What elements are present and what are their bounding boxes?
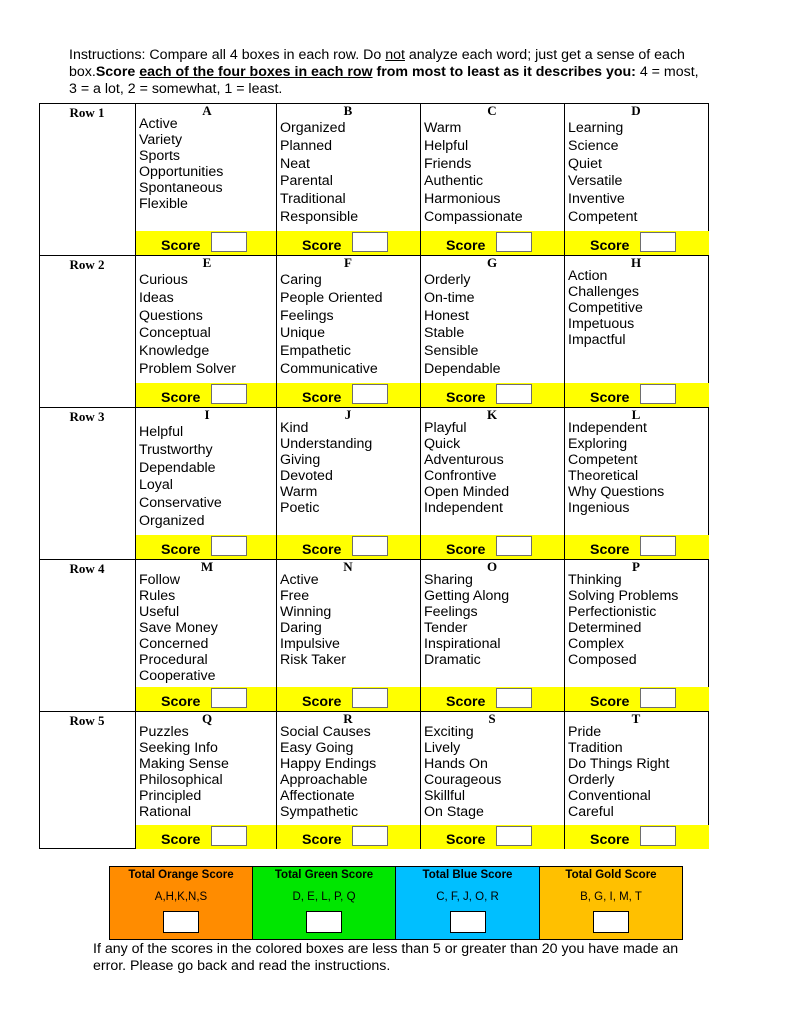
box-letter: O <box>486 559 498 574</box>
box-letter: H <box>630 255 642 270</box>
word: Impetuous <box>568 316 635 332</box>
word: Exploring <box>568 436 628 452</box>
box-letter: C <box>487 103 497 118</box>
word-list <box>568 120 637 227</box>
word: On Stage <box>424 804 484 820</box>
word: Follow <box>139 572 180 588</box>
word: Learning <box>568 120 624 136</box>
word: Conservative <box>139 495 222 512</box>
word: Helpful <box>424 137 469 154</box>
score-bar-s <box>421 825 564 849</box>
box-letter: L <box>631 407 641 422</box>
score-label: Score <box>302 390 342 406</box>
word: Competent <box>568 208 638 225</box>
word: Competent <box>568 452 638 468</box>
word: Why Questions <box>568 484 665 500</box>
score-bar-l <box>565 535 709 559</box>
score-input-a[interactable] <box>211 232 247 252</box>
word: Organized <box>280 120 346 136</box>
grid-vline <box>39 103 40 849</box>
word: Inspirational <box>424 636 501 652</box>
total-input[interactable] <box>593 911 629 933</box>
score-label: Score <box>446 832 486 848</box>
word: Happy Endings <box>280 756 377 772</box>
word: Orderly <box>568 772 615 788</box>
score-input-r[interactable] <box>352 826 388 846</box>
total-input[interactable] <box>450 911 486 933</box>
score-bar-d <box>565 231 709 255</box>
box-letter: D <box>631 103 641 118</box>
word-list <box>424 420 509 516</box>
word: Authentic <box>424 173 484 190</box>
word-list <box>568 268 643 348</box>
word: Careful <box>568 804 614 820</box>
box-letter: R <box>343 711 353 726</box>
score-bar-g <box>421 383 564 407</box>
total-title: Total Orange Score <box>128 869 234 881</box>
word: Philosophical <box>139 772 223 788</box>
score-input-b[interactable] <box>352 232 388 252</box>
word: Questions <box>139 307 203 324</box>
row-label: Row 5 <box>69 713 105 728</box>
word: Principled <box>139 788 202 804</box>
word: Hands On <box>424 756 488 772</box>
word: Adventurous <box>424 452 504 468</box>
total-cell <box>110 867 253 939</box>
word: People Oriented <box>280 289 383 306</box>
word: Complex <box>568 636 624 652</box>
word: Opportunities <box>139 164 224 180</box>
score-input-g[interactable] <box>496 384 532 404</box>
totals-table <box>109 866 683 940</box>
instructions-text-3: 4 = most, 3 = a lot, 2 = somewhat, 1 = least. <box>69 64 699 97</box>
score-label: Score <box>302 694 342 710</box>
word: Understanding <box>280 436 373 452</box>
score-label: Score <box>590 694 630 710</box>
total-letters: B, G, I, M, T <box>580 891 642 903</box>
word: Risk Taker <box>280 652 346 668</box>
word: Impulsive <box>280 636 340 652</box>
score-bar-f <box>277 383 420 407</box>
score-bar-r <box>277 825 420 849</box>
score-bar-h <box>565 383 709 407</box>
word: Planned <box>280 137 333 154</box>
word: Poetic <box>280 500 320 516</box>
box-letter: G <box>486 255 498 270</box>
word: Easy Going <box>280 740 354 756</box>
word-list <box>280 724 376 820</box>
instructions-not: not <box>385 47 405 63</box>
word: Sharing <box>424 572 473 588</box>
word: Compassionate <box>424 208 523 225</box>
score-label: Score <box>302 832 342 848</box>
word: Affectionate <box>280 788 355 804</box>
score-label: Score <box>590 238 630 254</box>
word: Dramatic <box>424 652 481 668</box>
total-title: Total Gold Score <box>565 869 657 881</box>
score-bar-j <box>277 535 420 559</box>
score-bar-b <box>277 231 420 255</box>
word: Seeking Info <box>139 740 218 756</box>
box-letter: J <box>344 407 352 422</box>
box-letter: B <box>343 103 353 118</box>
score-bar-p <box>565 687 709 711</box>
word: Solving Problems <box>568 588 679 604</box>
word: Competitive <box>568 300 643 316</box>
word-list <box>280 572 346 668</box>
word: Making Sense <box>139 756 229 772</box>
word: Harmonious <box>424 191 501 208</box>
word: Cooperative <box>139 668 216 684</box>
row-label: Row 3 <box>69 409 105 424</box>
word: Empathetic <box>280 343 351 360</box>
total-cell <box>253 867 396 939</box>
word-list <box>568 420 664 516</box>
word: Problem Solver <box>139 360 236 377</box>
word: Quiet <box>568 155 602 172</box>
word: Courageous <box>424 772 502 788</box>
word: Loyal <box>139 477 173 494</box>
word: Useful <box>139 604 180 620</box>
box-letter: A <box>202 103 212 118</box>
word: Concerned <box>139 636 209 652</box>
word-list <box>280 272 383 379</box>
total-letters: D, E, L, P, Q <box>292 891 356 903</box>
word-list <box>139 572 218 684</box>
word: Friends <box>424 155 472 172</box>
score-bar-a <box>136 231 276 255</box>
word: Playful <box>424 420 467 436</box>
box-letter: F <box>344 255 352 270</box>
word: Science <box>568 137 619 154</box>
word: Variety <box>139 132 183 148</box>
word: Conceptual <box>139 325 211 342</box>
word: Trustworthy <box>139 441 213 458</box>
total-cell <box>396 867 540 939</box>
score-bar-n <box>277 687 420 711</box>
word: Procedural <box>139 652 208 668</box>
word: Caring <box>280 272 322 288</box>
score-input-s[interactable] <box>496 826 532 846</box>
score-label: Score <box>302 238 342 254</box>
box-letter: P <box>632 559 640 574</box>
score-label: Score <box>161 832 201 848</box>
word-list <box>424 572 509 668</box>
word: Independent <box>424 500 503 516</box>
score-input-l[interactable] <box>640 536 676 556</box>
box-letter: M <box>200 559 214 574</box>
word: Dependable <box>139 459 216 476</box>
score-bar-o <box>421 687 564 711</box>
scoring-grid <box>39 103 709 849</box>
score-input-t[interactable] <box>640 826 676 846</box>
word-list <box>139 424 222 531</box>
word: Ingenious <box>568 500 630 516</box>
word: Sensible <box>424 343 479 360</box>
word: Versatile <box>568 173 623 190</box>
word-list <box>280 420 372 516</box>
total-title: Total Green Score <box>274 869 374 881</box>
word-list <box>280 120 358 227</box>
word: Action <box>568 268 608 284</box>
word: Kind <box>280 420 309 436</box>
word: Composed <box>568 652 637 668</box>
score-input-q[interactable] <box>211 826 247 846</box>
total-letters: A,H,K,N,S <box>154 891 208 903</box>
row-label: Row 1 <box>69 105 105 120</box>
word: Determined <box>568 620 642 636</box>
word: Thinking <box>568 572 622 588</box>
score-label: Score <box>161 694 201 710</box>
instructions-text-1: Instructions: Compare all 4 boxes in each row. Do <box>69 47 386 63</box>
score-bar-i <box>136 535 276 559</box>
score-label: Score <box>161 542 201 558</box>
word: Approachable <box>280 772 368 788</box>
score-bar-c <box>421 231 564 255</box>
score-input-c[interactable] <box>496 232 532 252</box>
box-letter: E <box>202 255 212 270</box>
score-label: Score <box>446 694 486 710</box>
word: Puzzles <box>139 724 189 740</box>
score-input-n[interactable] <box>352 688 388 708</box>
row-label: Row 4 <box>69 561 105 576</box>
word: Do Things Right <box>568 756 670 772</box>
instructions-text-2: analyze each word; just get a sense of each box. <box>69 47 685 80</box>
total-letters: C, F, J, O, R <box>436 891 499 903</box>
word-list <box>139 724 229 820</box>
score-label: Score <box>161 390 201 406</box>
score-input-m[interactable] <box>211 688 247 708</box>
word: Unique <box>280 325 325 342</box>
word: Parental <box>280 173 333 190</box>
instructions-bold-underline: each of the four boxes in each row <box>139 64 373 80</box>
word: Spontaneous <box>139 180 223 196</box>
word: Devoted <box>280 468 333 484</box>
score-label: Score <box>590 390 630 406</box>
word: Neat <box>280 155 310 172</box>
word: Knowledge <box>139 343 210 360</box>
word: Perfectionistic <box>568 604 657 620</box>
total-cell <box>540 867 682 939</box>
word-list <box>139 116 223 212</box>
word: Sympathetic <box>280 804 359 820</box>
word: Winning <box>280 604 332 620</box>
box-letter: I <box>204 407 210 422</box>
word: Giving <box>280 452 321 468</box>
word-list <box>424 272 501 379</box>
word: Impactful <box>568 332 626 348</box>
word: Daring <box>280 620 322 636</box>
box-letter: Q <box>201 711 213 726</box>
word: Responsible <box>280 208 359 225</box>
total-input[interactable] <box>306 911 342 933</box>
score-label: Score <box>590 832 630 848</box>
word: Exciting <box>424 724 474 740</box>
word: Rules <box>139 588 176 604</box>
word: Tender <box>424 620 468 636</box>
word-list <box>424 724 501 820</box>
box-letter: K <box>486 407 498 422</box>
score-bar-k <box>421 535 564 559</box>
grid-vline <box>708 103 709 849</box>
row-label: Row 2 <box>69 257 105 272</box>
score-input-i[interactable] <box>211 536 247 556</box>
word: Traditional <box>280 191 346 208</box>
total-title: Total Blue Score <box>422 869 513 881</box>
word: Honest <box>424 307 469 324</box>
word: Flexible <box>139 196 188 212</box>
word: Challenges <box>568 284 639 300</box>
score-label: Score <box>446 238 486 254</box>
word-list <box>568 724 669 820</box>
word: Tradition <box>568 740 623 756</box>
word: Open Minded <box>424 484 510 500</box>
score-input-k[interactable] <box>496 536 532 556</box>
word-list <box>568 572 678 668</box>
instructions <box>69 47 709 98</box>
word: Warm <box>280 484 318 500</box>
word: Theoretical <box>568 468 639 484</box>
score-bar-m <box>136 687 276 711</box>
score-bar-t <box>565 825 709 849</box>
score-label: Score <box>446 390 486 406</box>
box-letter: T <box>631 711 641 726</box>
word: Inventive <box>568 191 625 208</box>
footer-note: If any of the scores in the colored boxes are less than 5 or greater than 20 you have made an error. Please go back and read the instructions. <box>93 941 679 974</box>
word: Communicative <box>280 360 378 377</box>
score-input-e[interactable] <box>211 384 247 404</box>
score-label: Score <box>302 542 342 558</box>
word-list <box>139 272 236 379</box>
score-bar-q <box>136 825 276 849</box>
box-letter: S <box>488 711 496 726</box>
word: Warm <box>424 120 462 136</box>
instructions-bold-2: from most to least as it describes you: <box>372 64 636 80</box>
box-letter: N <box>343 559 353 574</box>
word: Ideas <box>139 289 174 306</box>
word: Confrontive <box>424 468 497 484</box>
word: Lively <box>424 740 461 756</box>
score-input-d[interactable] <box>640 232 676 252</box>
word: On-time <box>424 289 475 306</box>
word: Active <box>280 572 319 588</box>
score-input-h[interactable] <box>640 384 676 404</box>
word: Free <box>280 588 310 604</box>
total-input[interactable] <box>163 911 199 933</box>
score-label: Score <box>446 542 486 558</box>
score-input-j[interactable] <box>352 536 388 556</box>
word: Sports <box>139 148 181 164</box>
word: Pride <box>568 724 602 740</box>
score-input-p[interactable] <box>640 688 676 708</box>
word: Conventional <box>568 788 651 804</box>
score-label: Score <box>590 542 630 558</box>
word: Curious <box>139 272 188 288</box>
word: Organized <box>139 512 205 529</box>
word: Stable <box>424 325 465 342</box>
score-bar-e <box>136 383 276 407</box>
word: Independent <box>568 420 647 436</box>
word: Orderly <box>424 272 471 288</box>
word: Active <box>139 116 178 132</box>
word: Getting Along <box>424 588 510 604</box>
score-label: Score <box>161 238 201 254</box>
instructions-bold-1: Score <box>95 64 140 80</box>
word: Skillful <box>424 788 465 804</box>
word: Helpful <box>139 424 184 440</box>
score-input-o[interactable] <box>496 688 532 708</box>
word: Quick <box>424 436 461 452</box>
word: Dependable <box>424 360 501 377</box>
word: Save Money <box>139 620 218 636</box>
word: Feelings <box>280 307 334 324</box>
score-input-f[interactable] <box>352 384 388 404</box>
word: Social Causes <box>280 724 371 740</box>
word-list <box>424 120 523 227</box>
word: Feelings <box>424 604 478 620</box>
word: Rational <box>139 804 192 820</box>
